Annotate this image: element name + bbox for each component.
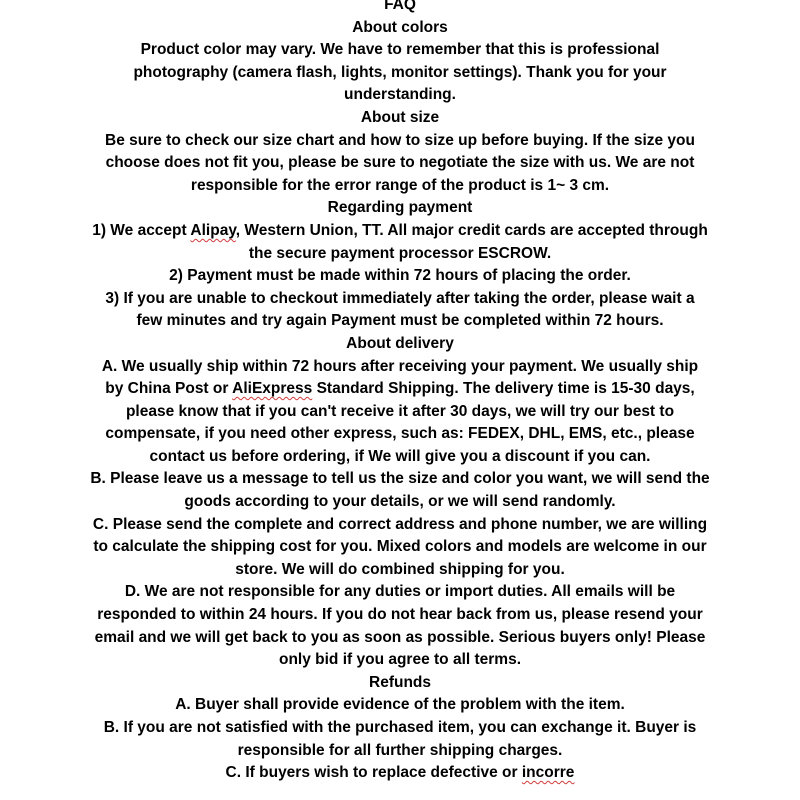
section-text-line: A. Buyer shall provide evidence of the problem with the item. xyxy=(175,696,625,714)
faq-section xyxy=(0,17,800,107)
section-text-line: goods according to your details, or we will send randomly. xyxy=(184,493,616,511)
spellcheck-flag: incorre xyxy=(521,764,575,782)
section-text-line: compensate, if you need other express, such as: FEDEX, DHL, EMS, etc., please xyxy=(105,425,695,443)
section-text-line: to calculate the shipping cost for you. Mixed colors and models are welcome in our xyxy=(93,538,707,556)
section-text-line: B. If you are not satisfied with the purchased item, you can exchange it. Buyer is xyxy=(103,719,697,736)
faq-sections xyxy=(0,17,800,785)
spellcheck-flag: Alipay xyxy=(190,221,236,239)
section-heading: About colors xyxy=(352,18,448,36)
section-text-line: 2) Payment must be made within 72 hours of placing the order. xyxy=(169,267,631,285)
section-text-line: understanding. xyxy=(344,86,456,104)
faq-section xyxy=(0,107,800,197)
section-heading: About size xyxy=(360,108,440,126)
section-text-line: D. We are not responsible for any duties or import duties. All emails will be xyxy=(124,583,676,601)
faq-section xyxy=(0,333,800,672)
section-text-line: store. We will do combined shipping for you. xyxy=(235,560,565,578)
faq-title: FAQ xyxy=(384,0,416,13)
section-text-line: Product color may vary. We have to remember that this is professional xyxy=(140,41,660,59)
section-text-line: by China Post or AliExpress Standard Shipping. The delivery time is 15-30 days, xyxy=(105,380,695,398)
section-text-line: responded to within 24 hours. If you do not hear back from us, please resend your xyxy=(97,606,703,624)
section-text-line: 3) If you are unable to checkout immediately after taking the order, please wait a xyxy=(105,289,695,307)
section-text-line: C. If buyers wish to replace defective or incorre xyxy=(225,764,575,782)
section-text-line: B. Please leave us a message to tell us the size and color you want, we will send the xyxy=(90,470,710,488)
section-heading: About delivery xyxy=(346,334,454,352)
faq-section xyxy=(0,197,800,333)
section-text-line: Be sure to check our size chart and how to size up before buying. If the size you xyxy=(105,131,695,149)
section-text-line: A. We usually ship within 72 hours after receiving your payment. We usually ship xyxy=(101,357,699,375)
section-text-line: responsible for all further shipping charges. xyxy=(237,741,563,759)
section-text-line: contact us before ordering, if We will give you a discount if you can. xyxy=(149,447,651,465)
section-text-line: choose does not fit you, please be sure to negotiate the size with us. We are not xyxy=(105,154,695,172)
section-heading: Refunds xyxy=(369,673,431,691)
section-text-line: photography (camera flash, lights, monitor settings). Thank you for your xyxy=(133,63,667,81)
section-text-line: C. Please send the complete and correct address and phone number, we are willing xyxy=(92,515,708,533)
spellcheck-flag: AliExpress xyxy=(232,380,313,398)
section-heading: Regarding payment xyxy=(327,199,473,217)
section-text-line: only bid if you agree to all terms. xyxy=(278,651,522,669)
section-text-line: few minutes and try again Payment must be completed within 72 hours. xyxy=(136,312,664,330)
faq-section xyxy=(0,672,800,785)
section-text-line: please know that if you can't receive it after 30 days, we will try our best to xyxy=(125,402,675,420)
section-text-line: email and we will get back to you as soon as possible. Serious buyers only! Please xyxy=(94,628,706,646)
section-text-line: the secure payment processor ESCROW. xyxy=(248,244,552,262)
section-text-line: responsible for the error range of the product is 1~ 3 cm. xyxy=(190,176,610,194)
section-text-line: 1) We accept Alipay, Western Union, TT. All major credit cards are accepted through xyxy=(92,221,708,239)
